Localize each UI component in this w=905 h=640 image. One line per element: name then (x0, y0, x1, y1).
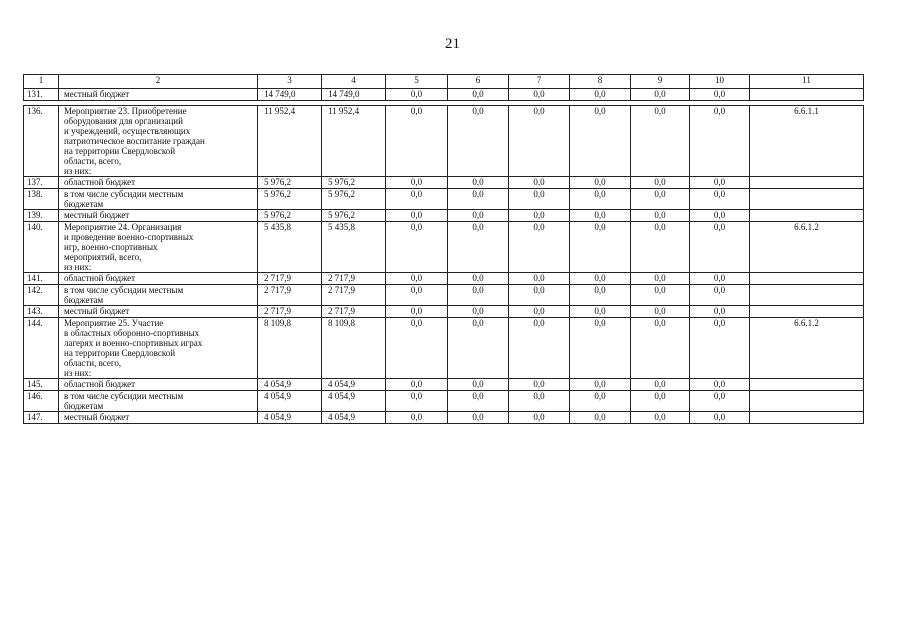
row-number-cell: 142. (24, 285, 59, 306)
value-cell: 0,0 (631, 177, 690, 189)
table-row (24, 222, 864, 273)
column-header: 11 (750, 75, 864, 89)
table-row (24, 89, 864, 101)
amount-cell: 14 749,0 (322, 89, 386, 101)
value-cell: 0,0 (631, 306, 690, 318)
row-description-cell: местный бюджет (59, 89, 258, 101)
value-cell: 0,0 (386, 273, 448, 285)
row-number-cell: 138. (24, 189, 59, 210)
value-cell: 0,0 (631, 222, 690, 273)
row-description-cell: Мероприятие 24. Организация и проведение военно-спортивных игр, военно-спортивных мероприятий, всего, из них: (59, 222, 258, 273)
target-code-cell (750, 306, 864, 318)
target-code-cell: 6.6.1.2 (750, 318, 864, 379)
amount-cell: 2 717,9 (322, 285, 386, 306)
column-header: 6 (448, 75, 509, 89)
value-cell: 0,0 (448, 285, 509, 306)
table-row (24, 306, 864, 318)
amount-cell: 2 717,9 (322, 273, 386, 285)
table-row (24, 273, 864, 285)
row-description-cell: Мероприятие 23. Приобретение оборудования для организаций и учреждений, осуществляющих патриотическое воспитание граждан на территории Свердловской области, всего, из них: (59, 106, 258, 177)
value-cell: 0,0 (386, 412, 448, 424)
value-cell: 0,0 (690, 391, 750, 412)
value-cell: 0,0 (386, 189, 448, 210)
amount-cell: 5 976,2 (258, 177, 322, 189)
value-cell: 0,0 (448, 412, 509, 424)
value-cell: 0,0 (386, 318, 448, 379)
value-cell: 0,0 (386, 106, 448, 177)
column-header: 8 (570, 75, 631, 89)
value-cell: 0,0 (631, 391, 690, 412)
amount-cell: 5 435,8 (258, 222, 322, 273)
value-cell: 0,0 (570, 412, 631, 424)
value-cell: 0,0 (386, 379, 448, 391)
column-header: 5 (386, 75, 448, 89)
value-cell: 0,0 (386, 306, 448, 318)
value-cell: 0,0 (690, 106, 750, 177)
row-description-cell: в том числе субсидии местным бюджетам (59, 285, 258, 306)
column-header: 2 (59, 75, 258, 89)
amount-cell: 4 054,9 (258, 379, 322, 391)
value-cell: 0,0 (386, 285, 448, 306)
row-number-cell: 131. (24, 89, 59, 101)
amount-cell: 4 054,9 (322, 379, 386, 391)
row-number-cell: 143. (24, 306, 59, 318)
column-header: 1 (24, 75, 59, 89)
amount-cell: 5 976,2 (258, 189, 322, 210)
value-cell: 0,0 (690, 285, 750, 306)
value-cell: 0,0 (509, 412, 570, 424)
row-description-cell: местный бюджет (59, 412, 258, 424)
amount-cell: 5 976,2 (258, 210, 322, 222)
table-row (24, 285, 864, 306)
value-cell: 0,0 (509, 189, 570, 210)
amount-cell: 2 717,9 (322, 306, 386, 318)
value-cell: 0,0 (570, 177, 631, 189)
table-header-row (24, 75, 864, 89)
amount-cell: 2 717,9 (258, 285, 322, 306)
table-body (24, 75, 864, 424)
value-cell: 0,0 (631, 412, 690, 424)
value-cell: 0,0 (448, 306, 509, 318)
value-cell: 0,0 (509, 177, 570, 189)
value-cell: 0,0 (509, 285, 570, 306)
value-cell: 0,0 (448, 210, 509, 222)
value-cell: 0,0 (690, 379, 750, 391)
value-cell: 0,0 (570, 222, 631, 273)
row-number-cell: 139. (24, 210, 59, 222)
value-cell: 0,0 (570, 285, 631, 306)
value-cell: 0,0 (448, 391, 509, 412)
amount-cell: 4 054,9 (322, 391, 386, 412)
amount-cell: 4 054,9 (258, 391, 322, 412)
value-cell: 0,0 (570, 210, 631, 222)
value-cell: 0,0 (631, 210, 690, 222)
value-cell: 0,0 (690, 89, 750, 101)
value-cell: 0,0 (509, 89, 570, 101)
table-row (24, 318, 864, 379)
value-cell: 0,0 (448, 106, 509, 177)
value-cell: 0,0 (570, 318, 631, 379)
target-code-cell (750, 285, 864, 306)
value-cell: 0,0 (509, 306, 570, 318)
amount-cell: 11 952,4 (322, 106, 386, 177)
column-header: 10 (690, 75, 750, 89)
target-code-cell (750, 273, 864, 285)
target-code-cell: 6.6.1.2 (750, 222, 864, 273)
value-cell: 0,0 (690, 412, 750, 424)
value-cell: 0,0 (386, 89, 448, 101)
value-cell: 0,0 (448, 379, 509, 391)
row-description-cell: областной бюджет (59, 379, 258, 391)
value-cell: 0,0 (690, 273, 750, 285)
value-cell: 0,0 (690, 210, 750, 222)
value-cell: 0,0 (690, 318, 750, 379)
value-cell: 0,0 (631, 318, 690, 379)
row-number-cell: 146. (24, 391, 59, 412)
row-number-cell: 141. (24, 273, 59, 285)
value-cell: 0,0 (509, 318, 570, 379)
value-cell: 0,0 (631, 273, 690, 285)
row-description-cell: областной бюджет (59, 273, 258, 285)
amount-cell: 8 109,8 (258, 318, 322, 379)
row-description-cell: в том числе субсидии местным бюджетам (59, 391, 258, 412)
row-number-cell: 136. (24, 106, 59, 177)
value-cell: 0,0 (386, 177, 448, 189)
value-cell: 0,0 (448, 89, 509, 101)
budget-table (23, 74, 864, 424)
amount-cell: 5 976,2 (322, 210, 386, 222)
amount-cell: 2 717,9 (258, 306, 322, 318)
budget-table-container (23, 74, 863, 424)
column-header: 7 (509, 75, 570, 89)
value-cell: 0,0 (509, 210, 570, 222)
amount-cell: 8 109,8 (322, 318, 386, 379)
target-code-cell (750, 89, 864, 101)
value-cell: 0,0 (631, 106, 690, 177)
column-header: 4 (322, 75, 386, 89)
row-number-cell: 137. (24, 177, 59, 189)
value-cell: 0,0 (690, 306, 750, 318)
row-description-cell: Мероприятие 25. Участие в областных оборонно-спортивных лагерях и военно-спортивных играх на территории Свердловской области, всего, из них: (59, 318, 258, 379)
target-code-cell (750, 412, 864, 424)
table-row (24, 189, 864, 210)
value-cell: 0,0 (509, 273, 570, 285)
value-cell: 0,0 (570, 106, 631, 177)
value-cell: 0,0 (570, 391, 631, 412)
amount-cell: 5 976,2 (322, 189, 386, 210)
value-cell: 0,0 (448, 318, 509, 379)
value-cell: 0,0 (509, 379, 570, 391)
table-row (24, 412, 864, 424)
target-code-cell (750, 391, 864, 412)
value-cell: 0,0 (448, 273, 509, 285)
row-description-cell: местный бюджет (59, 210, 258, 222)
value-cell: 0,0 (631, 379, 690, 391)
column-header: 3 (258, 75, 322, 89)
value-cell: 0,0 (631, 285, 690, 306)
value-cell: 0,0 (690, 189, 750, 210)
target-code-cell (750, 379, 864, 391)
table-row (24, 379, 864, 391)
value-cell: 0,0 (570, 189, 631, 210)
value-cell: 0,0 (386, 210, 448, 222)
row-number-cell: 145. (24, 379, 59, 391)
value-cell: 0,0 (631, 89, 690, 101)
target-code-cell (750, 210, 864, 222)
row-description-cell: областной бюджет (59, 177, 258, 189)
amount-cell: 5 976,2 (322, 177, 386, 189)
row-number-cell: 147. (24, 412, 59, 424)
value-cell: 0,0 (386, 391, 448, 412)
value-cell: 0,0 (570, 379, 631, 391)
amount-cell: 5 435,8 (322, 222, 386, 273)
value-cell: 0,0 (448, 177, 509, 189)
target-code-cell: 6.6.1.1 (750, 106, 864, 177)
row-number-cell: 140. (24, 222, 59, 273)
value-cell: 0,0 (570, 273, 631, 285)
amount-cell: 4 054,9 (258, 412, 322, 424)
target-code-cell (750, 189, 864, 210)
target-code-cell (750, 177, 864, 189)
table-row (24, 177, 864, 189)
value-cell: 0,0 (386, 222, 448, 273)
amount-cell: 4 054,9 (322, 412, 386, 424)
value-cell: 0,0 (448, 222, 509, 273)
column-header: 9 (631, 75, 690, 89)
value-cell: 0,0 (570, 89, 631, 101)
row-description-cell: в том числе субсидии местным бюджетам (59, 189, 258, 210)
value-cell: 0,0 (631, 189, 690, 210)
value-cell: 0,0 (690, 177, 750, 189)
table-row (24, 391, 864, 412)
row-number-cell: 144. (24, 318, 59, 379)
amount-cell: 2 717,9 (258, 273, 322, 285)
row-description-cell: местный бюджет (59, 306, 258, 318)
value-cell: 0,0 (570, 306, 631, 318)
value-cell: 0,0 (509, 106, 570, 177)
value-cell: 0,0 (509, 391, 570, 412)
table-row (24, 106, 864, 177)
value-cell: 0,0 (509, 222, 570, 273)
value-cell: 0,0 (448, 189, 509, 210)
page-number: 21 (445, 36, 460, 52)
table-row (24, 210, 864, 222)
amount-cell: 11 952,4 (258, 106, 322, 177)
amount-cell: 14 749,0 (258, 89, 322, 101)
value-cell: 0,0 (690, 222, 750, 273)
